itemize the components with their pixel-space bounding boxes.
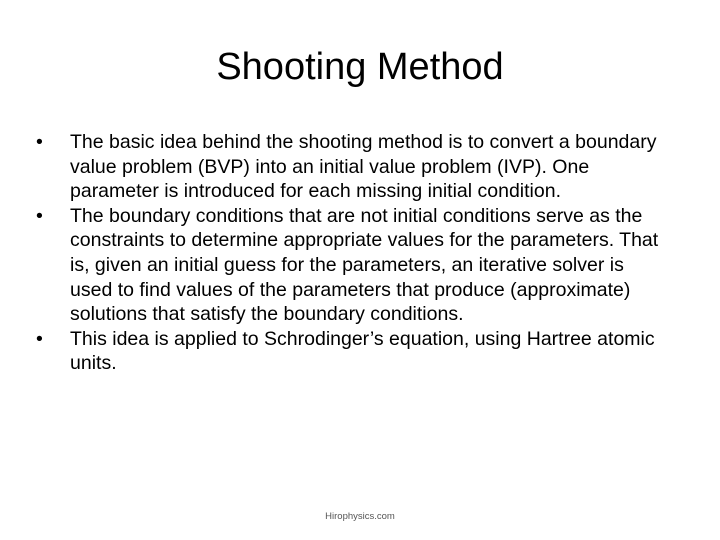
bullet-item	[36, 204, 666, 327]
slide-title: Shooting Method	[216, 46, 504, 88]
bullet-text: This idea is applied to Schrodinger’s equation, using Hartree atomic units.	[70, 327, 655, 375]
bullet-marker-icon: •	[36, 327, 43, 350]
bullet-marker-icon: •	[36, 131, 43, 153]
bullet-item	[36, 327, 666, 376]
footer-watermark: Hirophysics.com	[325, 511, 395, 522]
bullet-list	[36, 130, 666, 376]
bullet-item	[36, 130, 666, 204]
bullet-marker-icon: •	[36, 204, 43, 227]
bullet-text: The boundary conditions that are not initial conditions serve as the constraints to determine appropriate values for the parameters. That is, given an initial guess for the parameters, an iterative solver is used to find values of the parameters that produce (approximate) solutions that satisfy the boundary conditions.	[70, 204, 659, 326]
bullet-text: The basic idea behind the shooting method is to convert a boundary value problem (BVP) into an initial value problem (IVP). One parameter is introduced for each missing initial condition.	[70, 131, 657, 203]
